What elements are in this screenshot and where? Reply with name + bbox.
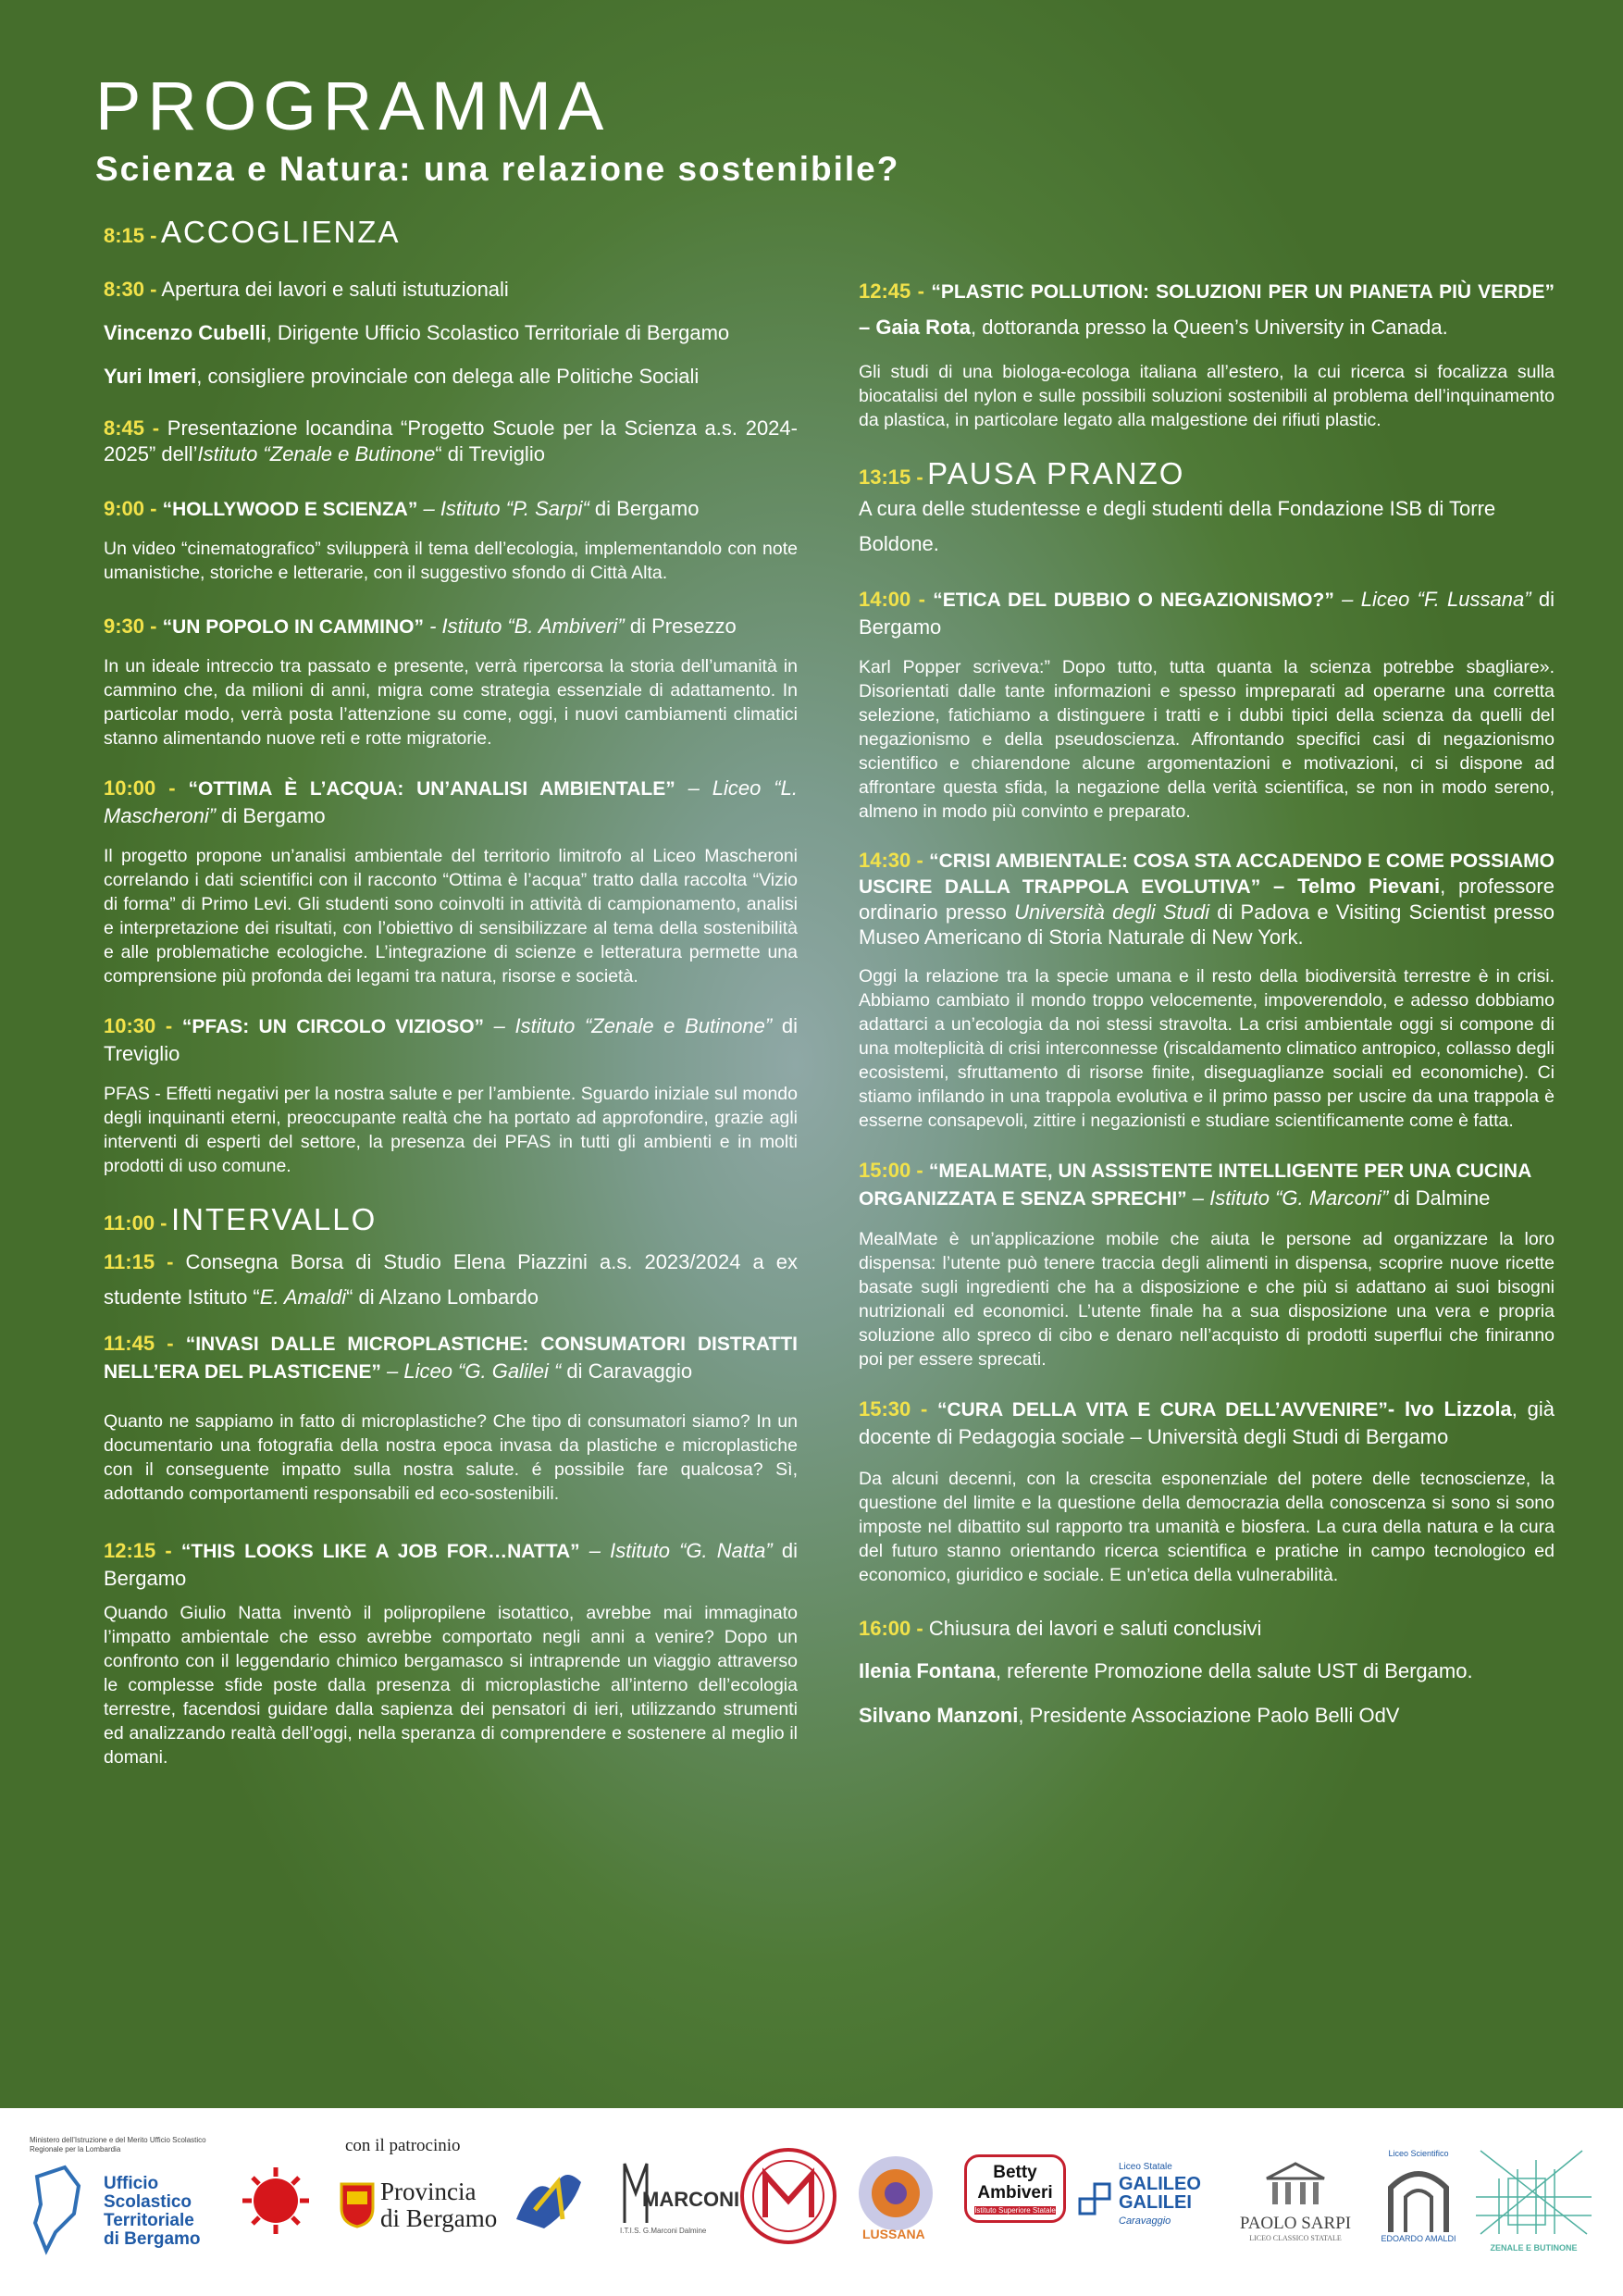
talk-description: In un ideale intreccio tra passato e presente, verrà ripercorsa la storia dell’umanità in cammino che, da milioni di anni, migra come strategia essenziale di adattamento. In particolar modo, verrà posta l’attenzione su come, oggi, i nuovi cambiamenti climatici stanno alimentando nuove reti e rotte migratorie. [104, 656, 798, 749]
betty-label-1: Betty [993, 2163, 1037, 2182]
section-title: INTERVALLO [170, 1202, 378, 1236]
program-item [104, 1537, 798, 1769]
logo-ambiveri [964, 2154, 1066, 2238]
section-title: PAUSA PRANZO [927, 456, 1185, 490]
talk-title: “THIS LOOKS LIKE A JOB FOR…NATTA” [180, 1541, 580, 1562]
ust-label-2: Scolastico [104, 2192, 192, 2212]
program-item [104, 1330, 798, 1506]
lombardy-map-icon [28, 2158, 83, 2260]
mascheroni-seal-icon [737, 2145, 839, 2247]
program-item [859, 1611, 1555, 1646]
talk-description: Il progetto propone un’analisi ambientale del territorio limitrofo al Liceo Mascheroni correlando i dati scientifici con il racconto “Ottima è l’acqua” tratto dalla raccolta “Vizio di forma” di Primo Levi. Gli studenti sono coinvolti in attività di campionamento, analisi e interpretazione dei risultati, con l’obiettivo di sensibilizzare al tema della sostenibilità e alle problematiche ecologiche. L’integrazione di scienze e letteratura permette una comprensione più profonda dei legami tra natura, risorse e società. [104, 846, 798, 987]
item-italic: – Liceo “G. Galilei “ [380, 1359, 562, 1383]
speaker-name: Vincenzo Cubelli [104, 321, 266, 344]
item-text: di Bergamo [104, 1539, 798, 1590]
time-label: 11:15 - [104, 1250, 174, 1273]
item-italic: – Istituto “G. Marconi” [1186, 1186, 1389, 1210]
program-left-column [104, 215, 798, 1793]
galilei-cubes-icon [1078, 2175, 1115, 2221]
item-text: Consegna Borsa di Studio Elena Piazzini a.s. 2023/2024 a ex studente Istituto “ [104, 1250, 798, 1309]
time-label: 8:45 - [104, 416, 160, 440]
item-text: A cura delle studentesse e degli studenti della Fondazione ISB di Torre Boldone. [859, 497, 1496, 555]
item-text: , Presidente Associazione Paolo Belli OdV [1018, 1704, 1400, 1727]
talk-title: “ETICA DEL DUBBIO O NEGAZIONISMO?” [933, 590, 1334, 611]
program-item [104, 775, 798, 988]
logo-provincia-bergamo [338, 2136, 504, 2275]
speaker-name: - Ivo Lizzola [1387, 1397, 1512, 1421]
item-text: , dottoranda presso la Queen’s University in Canada. [971, 316, 1448, 339]
item-text: , professore ordinario presso [859, 875, 1555, 924]
item-text: di Caravaggio [561, 1359, 693, 1383]
program-right-column [859, 274, 1555, 1755]
time-label: 15:00 - [859, 1159, 923, 1182]
time-label: 10:30 - [104, 1014, 173, 1037]
time-label: 8:30 - [104, 278, 157, 301]
logo-ust-bergamo [28, 2136, 222, 2275]
talk-description: Karl Popper scriveva:” Dopo tutto, tutta quanta la scienza potrebbe sbagliare». Disorientati dalle tante informazioni e spesso impreparati ad operarne una corretta selezione, fatichiamo a distinguere i tratti e i dubbi tipici della scienza da quelli del negazionismo e della pseudoscienza. Affrontando specifici casi di negazionismo scientifico e chiarendone alcune argomentazioni e motivazioni, ci si dispone ad affrontare questa sfida, la negazione della verità scientifica, se non in modo sereno, almeno in modo più convinto e preparato. [859, 657, 1555, 822]
logo-paolo-belli [229, 2145, 322, 2256]
ust-label-1: Ufficio [104, 2174, 159, 2193]
amaldi-label-1: EDOARDO AMALDI [1381, 2234, 1456, 2243]
talk-title: “PFAS: UN CIRCOLO VIZIOSO” [181, 1016, 485, 1037]
page-subtitle: Scienza e Natura: una relazione sostenibile? [95, 150, 900, 188]
zenale-lines-icon [1471, 2141, 1596, 2243]
item-text: di Bergamo [588, 497, 700, 520]
speaker-name: Ilenia Fontana [859, 1659, 996, 1682]
amaldi-label-0: Liceo Scientifico [1388, 2149, 1449, 2158]
talk-title: “PLASTIC POLLUTION: SOLUZIONI PER UN PIANETA PIÙ VERDE” [931, 281, 1555, 303]
item-italic: – Istituto “Zenale e Butinone” [484, 1014, 773, 1037]
patrocinio-text: con il patrocinio [345, 2136, 461, 2155]
time-label: 12:15 - [104, 1539, 172, 1562]
program-item [104, 317, 798, 348]
time-label: 16:00 - [859, 1617, 923, 1640]
speaker-name: Silvano Manzoni [859, 1704, 1019, 1727]
logo-amaldi [1372, 2149, 1465, 2260]
item-text: di Bergamo [216, 804, 326, 827]
program-item [104, 609, 798, 751]
provincia-label-1: Provincia [380, 2178, 477, 2205]
galileo-label-2: GALILEI [1119, 2192, 1192, 2213]
ust-ministry-text: Ministero dell’Istruzione e del Merito Ufficio Scolastico Regionale per la Lombardia [30, 2136, 206, 2153]
item-italic: Istituto “Zenale e Butinone [197, 442, 436, 465]
header [95, 67, 1539, 191]
zenale-label: ZENALE E BUTINONE [1490, 2243, 1578, 2253]
program-item [859, 1157, 1555, 1371]
program-item [104, 491, 798, 585]
time-label: 11:00 - [104, 1211, 167, 1235]
ust-label-4: di Bergamo [104, 2229, 201, 2249]
talk-title: “INVASI DALLE MICROPLASTICHE: CONSUMATORI DISTRATTI NELL’ERA DEL PLASTICENE” [104, 1334, 798, 1383]
item-italic: – Liceo “L. Mascheroni” [104, 776, 798, 827]
talk-title: “OTTIMA È L’ACQUA: UN’ANALISI AMBIENTALE” [188, 778, 675, 800]
program-item [859, 1700, 1555, 1731]
program-item [859, 586, 1555, 824]
item-text: “ di Treviglio [435, 442, 545, 465]
sarpi-building-icon [1263, 2160, 1328, 2208]
program-item [104, 1202, 798, 1237]
galileo-label-3: Caravaggio [1119, 2215, 1171, 2227]
talk-title: “CURA DELLA VITA E CURA DELL’AVVENIRE” [937, 1399, 1388, 1421]
program-item [859, 848, 1555, 1133]
talk-description: Oggi la relazione tra la specie umana e il resto della biodiversità terrestre è in crisi. Abbiamo cambiato il mondo troppo velocemente, impoverendolo, e adesso dobbiamo adattarci a un’ecologia da noi stessi stravolta. La crisi ambientale oggi si compone di una molteplicità di crisi interconnesse (riscaldamento climatico antropico, collasso degli ecosistemi, sfruttamento di risorse finite, diseguaglianze sociali ed economiche). Ci stiamo infilando in una trappola evolutiva e il primo passo per uscire da una trappola è esserne consapevoli, zittire i negazionisti e studiare scientificamente come è fatta. [859, 966, 1555, 1131]
paolo-belli-sun-icon [229, 2145, 322, 2247]
time-label: 15:30 - [859, 1397, 928, 1421]
item-text: di Bergamo [859, 588, 1555, 639]
talk-title: “CRISI AMBIENTALE: COSA STA ACCADENDO E COME POSSIAMO USCIRE DALLA TRAPPOLA EVOLUTIVA” [859, 850, 1555, 898]
program-item [859, 1654, 1555, 1689]
logo-marconi [620, 2153, 740, 2254]
talk-description: Gli studi di una biologa-ecologa italiana all’estero, la cui ricerca si focalizza sulla biocatalisi del nylon e sulle possibili soluzioni sostenibili al problema dell’inquinamento da plastica, in particolare legato alla malgestione dei rifiuti plastic. [859, 362, 1555, 430]
item-text: di Dalmine [1388, 1186, 1491, 1210]
time-label: 8:15 - [104, 224, 157, 247]
time-label: 9:00 - [104, 497, 157, 520]
program-item [104, 361, 798, 391]
item-italic: – Istituto “G. Natta” [579, 1539, 773, 1562]
item-text: , già docente di Pedagogia sociale – Università degli Studi di Bergamo [859, 1397, 1555, 1448]
speaker-name: Yuri Imeri [104, 365, 197, 388]
page-title: PROGRAMMA [95, 68, 611, 144]
program-item [859, 1396, 1555, 1587]
talk-description: Quanto ne sappiamo in fatto di microplastiche? Che tipo di consumatori siamo? In un documentario una fotografia della nostra epoca invasa da plastiche e microplastiche con il conseguente impatto sulla nostra salute. é possibile fare qualcosa? Sì, adottando comportamenti responsabili ed eco-sostenibili. [104, 1411, 798, 1504]
time-label: 14:00 - [859, 588, 925, 611]
item-italic: - Istituto “B. Ambiveri” [423, 614, 625, 638]
talk-title: “HOLLYWOOD E SCIENZA” [162, 499, 418, 520]
time-label: 12:45 - [859, 279, 924, 303]
ust-label-3: Territoriale [104, 2211, 194, 2230]
item-text: “ di Alzano Lombardo [346, 1285, 539, 1309]
item-text: Apertura dei lavori e saluti istutuzionali [161, 278, 509, 301]
provincia-crest-icon [340, 2180, 375, 2228]
marconi-name: MARCONI [642, 2188, 740, 2211]
item-italic: E. Amaldi [259, 1285, 347, 1309]
logo-zenale-butinone [1471, 2141, 1596, 2271]
talk-title: “UN POPOLO IN CAMMINO” [162, 616, 424, 638]
program-item [859, 456, 1555, 562]
section-title: ACCOGLIENZA [160, 215, 401, 249]
talk-description: Quando Giulio Natta inventò il polipropilene isotattico, avrebbe mai immaginato l’impatto ambientale che esso avrebbe comportato negli anni a venire? Dopo un confronto con il leggendario chimico bergamasco si intraprende un viaggio attraverso le complesse sfide poste dalla presenza di microplastiche all’interno dell’ecologia terrestre, facendosi guidare dalla sapienza dei pensatori di ieri, utilizzando strumenti ed analizzando realtà dell’oggi, nella speranza di comprendere e sostenere al meglio il domani. [104, 1603, 798, 1768]
talk-description: PFAS - Effetti negativi per la nostra salute e per l’ambiente. Sguardo iniziale sul mondo degli inquinanti eterni, preoccupante realtà che ha portato ad approfondire, grazie agli interventi di esperti del settore, la presenza dei PFAS in tutti gli ambienti e in molti prodotti di uso comune. [104, 1084, 798, 1176]
marconi-subtitle: I.T.I.S. G.Marconi Dalmine [620, 2227, 707, 2235]
talk-title: “MEALMATE, UN ASSISTENTE INTELLIGENTE PER UNA CUCINA ORGANIZZATA E SENZA SPRECHI” [859, 1160, 1531, 1210]
logo-lussana [849, 2149, 942, 2251]
logo-sarpi [1235, 2160, 1356, 2262]
speaker-name: – Gaia Rota [859, 316, 972, 339]
item-text: di Padova e Visiting Scientist presso Museo Americano di Storia Naturale di New York. [859, 900, 1555, 949]
logo-mascheroni [737, 2145, 839, 2247]
item-text: , consigliere provinciale con delega alle Politiche Sociali [196, 365, 700, 388]
time-label: 9:30 - [104, 614, 157, 638]
program-item [859, 274, 1555, 432]
talk-description: Da alcuni decenni, con la crescita esponenziale del potere delle tecnoscienze, la questione del limite e la questione della democrazia della conoscenza si sono si sono imposte nel dibattito sul rapporto tra umanità e biosfera. La cura della natura e la cura del futuro stanno orientando ricerca scientifica e pratiche in campo tecnologico ed economico, giuridico e sociale. E un’etica della vulnerabilità. [859, 1469, 1555, 1585]
item-text: , Dirigente Ufficio Scolastico Territoriale di Bergamo [266, 321, 730, 344]
item-text: di Presezzo [624, 614, 737, 638]
speaker-name: – Telmo Pievani [1260, 875, 1441, 898]
sponsor-footer [0, 2108, 1623, 2296]
talk-description: MealMate è un’applicazione mobile che aiuta le persone ad organizzare la loro dispensa: l’utente può tenere traccia degli alimenti in dispensa, scoprire nuove ricette basate sugli ingredienti che ha a disposizione e che più si adattano ai suoi bisogni nutrizionali ed economici. L’utente finale ha a sua disposizione una vera e propria soluzione allo spreco di cibo e denaro nell’acquisto di prodotti superflui che finiranno poi per essere sprecati. [859, 1229, 1555, 1370]
item-text: , referente Promozione della salute UST di Bergamo. [995, 1659, 1473, 1682]
time-label: 14:30 - [859, 849, 923, 872]
sarpi-label-1: PAOLO SARPI [1239, 2214, 1352, 2233]
program-item [104, 416, 798, 467]
item-text: Chiusura dei lavori e saluti conclusivi [928, 1617, 1262, 1640]
galileo-label-0: Liceo Statale [1119, 2162, 1172, 2172]
betty-label-3: Istituto Superiore Statale [974, 2206, 1056, 2215]
time-label: 10:00 - [104, 776, 176, 800]
lussana-name: LUSSANA [862, 2227, 925, 2241]
item-italic: Università degli Studi [1014, 900, 1209, 924]
program-item [104, 215, 798, 250]
time-label: 11:45 - [104, 1332, 174, 1355]
amaldi-arch-icon [1381, 2160, 1456, 2234]
betty-label-2: Ambiveri [977, 2183, 1053, 2203]
program-item [104, 1245, 798, 1315]
time-label: 13:15 - [859, 465, 923, 489]
galileo-label-1: GALILEO [1119, 2174, 1201, 2194]
item-text: di Treviglio [104, 1014, 798, 1065]
item-italic: – Liceo “F. Lussana” [1333, 588, 1531, 611]
logo-natta [507, 2154, 590, 2256]
program-item [104, 274, 798, 304]
natta-figure-icon [507, 2154, 590, 2247]
sarpi-label-2: LICEO CLASSICO STATALE [1249, 2234, 1342, 2242]
item-text: Presentazione locandina “Progetto Scuole per la Scienza a.s. 2024-2025” dell’ [104, 416, 798, 465]
logo-galilei [1078, 2162, 1217, 2245]
talk-description: Un video “cinematografico” svilupperà il tema dell’ecologia, implementandolo con note umanistiche, storiche e letterarie, con il suggestivo sfondo di Città Alta. [104, 539, 798, 583]
provincia-label-2: di Bergamo [380, 2204, 498, 2232]
item-italic: – Istituto “P. Sarpi“ [417, 497, 589, 520]
program-item [104, 1012, 798, 1178]
